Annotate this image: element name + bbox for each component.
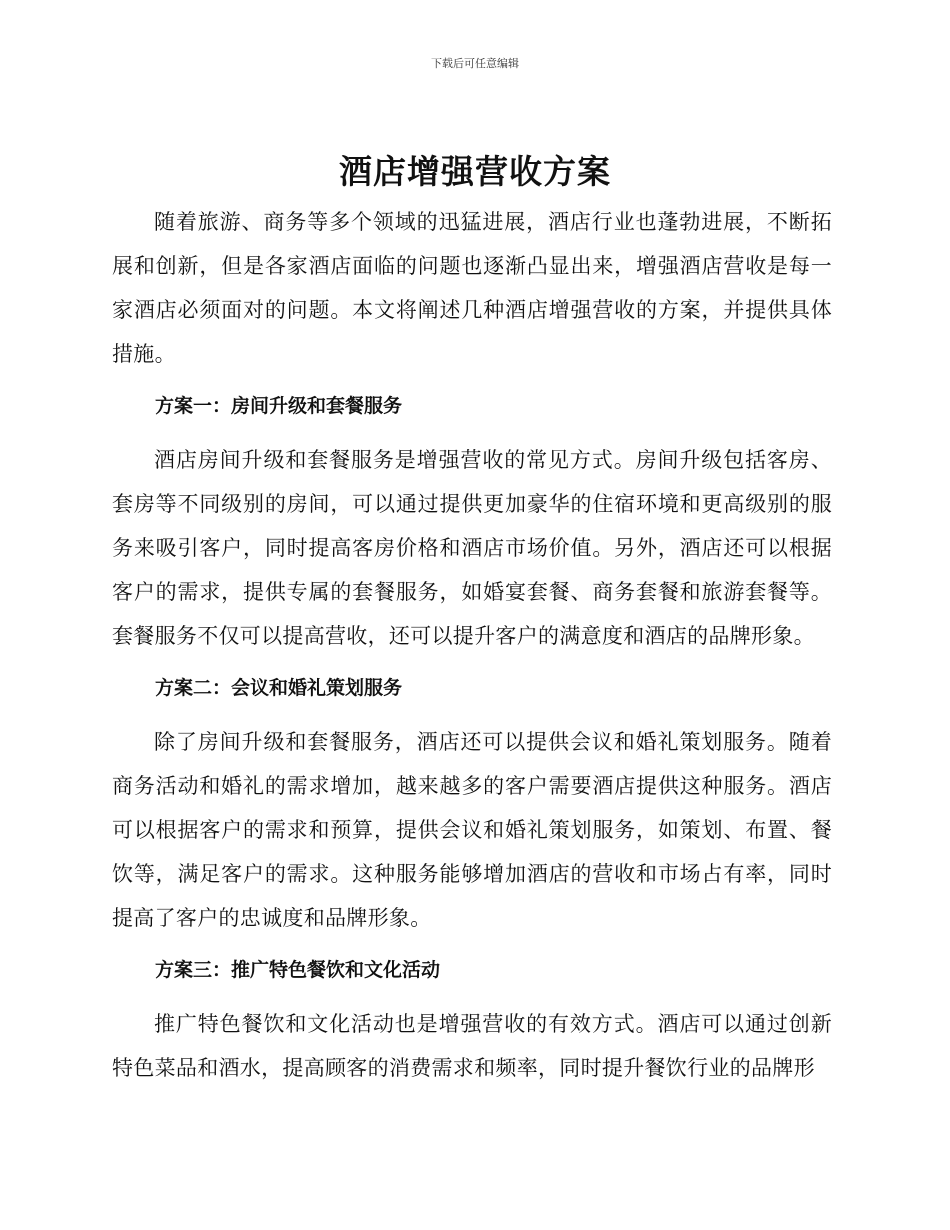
header-note: 下载后可任意编辑 <box>431 57 519 70</box>
section-heading-1: 方案一：房间升级和套餐服务 <box>155 395 403 417</box>
section-body-1: 酒店房间升级和套餐服务是增强营收的常见方式。房间升级包括客房、套房等不同级别的房间，可以通过提供更加豪华的住宿环境和更高级别的服务来吸引客户，同时提高客房价格和酒店市场价值。另外，酒店还可以根据客户的需求，提供专属的套餐服务，如婚宴套餐、商务套餐和旅游套餐等。套餐服务不仅可以提高营收，还可以提升客户的满意度和酒店的品牌形象。 <box>112 448 832 648</box>
document-body <box>112 200 832 1090</box>
section-body-2: 除了房间升级和套餐服务，酒店还可以提供会议和婚礼策划服务。随着商务活动和婚礼的需求增加，越来越多的客户需要酒店提供这种服务。酒店可以根据客户的需求和预算，提供会议和婚礼策划服务，如策划、布置、餐饮等，满足客户的需求。这种服务能够增加酒店的营收和市场占有率，同时提高了客户的忠诚度和品牌形象。 <box>112 730 832 930</box>
section-heading-3: 方案三：推广特色餐饮和文化活动 <box>155 959 441 981</box>
document-title: 酒店增强营收方案 <box>339 152 611 191</box>
intro-paragraph: 随着旅游、商务等多个领域的迅猛进展，酒店行业也蓬勃进展，不断拓展和创新，但是各家酒店面临的问题也逐渐凸显出来，增强酒店营收是每一家酒店必须面对的问题。本文将阐述几种酒店增强营收的方案，并提供具体措施。 <box>112 210 832 366</box>
section-heading-2: 方案二：会议和婚礼策划服务 <box>155 677 403 699</box>
section-body-3: 推广特色餐饮和文化活动也是增强营收的有效方式。酒店可以通过创新特色菜品和酒水，提高顾客的消费需求和频率，同时提升餐饮行业的品牌形 <box>112 1012 832 1080</box>
